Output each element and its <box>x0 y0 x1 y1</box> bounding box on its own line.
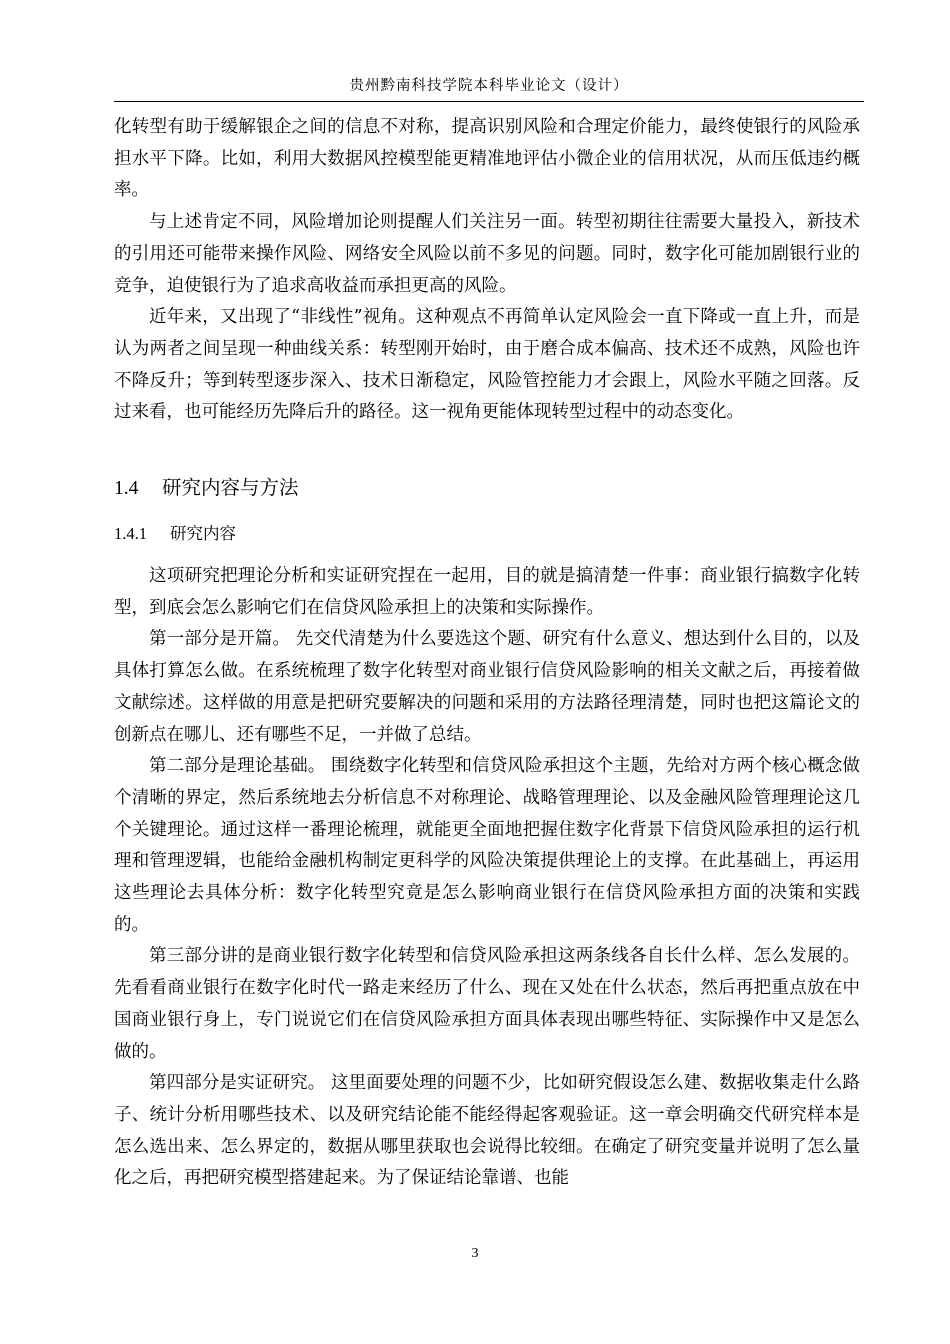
page-body <box>114 112 860 1195</box>
paragraph-group-bottom <box>114 561 860 1195</box>
subsection-number: 1.4.1 <box>114 524 147 544</box>
body-paragraph: 与上述肯定不同，风险增加论则提醒人们关注另一面。转型初期往往需要大量投入，新技术的引用还可能带来操作风险、网络安全风险以前不多见的问题。同时，数字化可能加剧银行业的竞争，迫使银行为了追求高收益而承担更高的风险。 <box>114 212 860 296</box>
body-paragraph: 第三部分讲的是商业银行数字化转型和信贷风险承担这两条线各自长什么样、怎么发展的。先看看商业银行在数字化时代一路走来经历了什么、现在又处在什么状态，然后再把重点放在中国商业银行身上，专门说说它们在信贷风险承担方面具体表现出哪些特征、实际操作中又是怎么做的。 <box>114 946 860 1062</box>
page-number: 3 <box>471 1246 479 1261</box>
section-title: 研究内容与方法 <box>162 476 299 500</box>
section-heading <box>114 473 860 503</box>
subsection-title: 研究内容 <box>170 524 236 544</box>
body-paragraph: 这项研究把理论分析和实证研究捏在一起用，目的就是搞清楚一件事：商业银行搞数字化转型，到底会怎么影响它们在信贷风险承担上的决策和实际操作。 <box>114 566 860 618</box>
body-paragraph: 第一部分是开篇。 先交代清楚为什么要选这个题、研究有什么意义、想达到什么目的，以及具体打算怎么做。在系统梳理了数字化转型对商业银行信贷风险影响的相关文献之后，再接着做文献综述。这样做的用意是把研究要解决的问题和采用的方法路径理清楚，同时也把这篇论文的创新点在哪儿、还有哪些不足，一并做了总结。 <box>114 629 860 745</box>
body-paragraph: 第二部分是理论基础。 围绕数字化转型和信贷风险承担这个主题，先给对方两个核心概念做个清晰的界定，然后系统地去分析信息不对称理论、战略管理理论、以及金融风险管理理论这几个关键理论。通过这样一番理论梳理，就能更全面地把握住数字化背景下信贷风险承担的运行机理和管理逻辑，也能给金融机构制定更科学的风险决策提供理论上的支撑。在此基础上，再运用这些理论去具体分析：数字化转型究竟是怎么影响商业银行在信贷风险承担方面的决策和实践的。 <box>114 756 860 935</box>
body-paragraph: 第四部分是实证研究。 这里面要处理的问题不少，比如研究假设怎么建、数据收集走什么路子、统计分析用哪些技术、以及研究结论能不能经得起客观验证。这一章会明确交代研究样本是怎么选出来、怎么界定的，数据从哪里获取也会说得比较细。在确定了研究变量并说明了怎么量化之后，再把研究模型搭建起来。为了保证结论靠谱、也能 <box>114 1073 860 1189</box>
body-paragraph: 化转型有助于缓解银企之间的信息不对称，提高识别风险和合理定价能力，最终使银行的风险承担水平下降。比如，利用大数据风控模型能更精准地评估小微企业的信用状况，从而压低违约概率。 <box>114 117 860 201</box>
page-header: 贵州黔南科技学院本科毕业论文（设计） <box>349 78 629 94</box>
header-rule <box>114 101 864 102</box>
subsection-heading <box>114 519 860 549</box>
section-number: 1.4 <box>114 478 139 500</box>
paragraph-group-top <box>114 112 860 429</box>
body-paragraph: 近年来，又出现了“非线性”视角。这种观点不再简单认定风险会一直下降或一直上升，而是认为两者之间呈现一种曲线关系：转型刚开始时，由于磨合成本偏高、技术还不成熟，风险也许不降反升；等到转型逐步深入、技术日渐稳定，风险管控能力才会跟上，风险水平随之回落。反过来看，也可能经历先降后升的路径。这一视角更能体现转型过程中的动态变化。 <box>114 307 860 423</box>
